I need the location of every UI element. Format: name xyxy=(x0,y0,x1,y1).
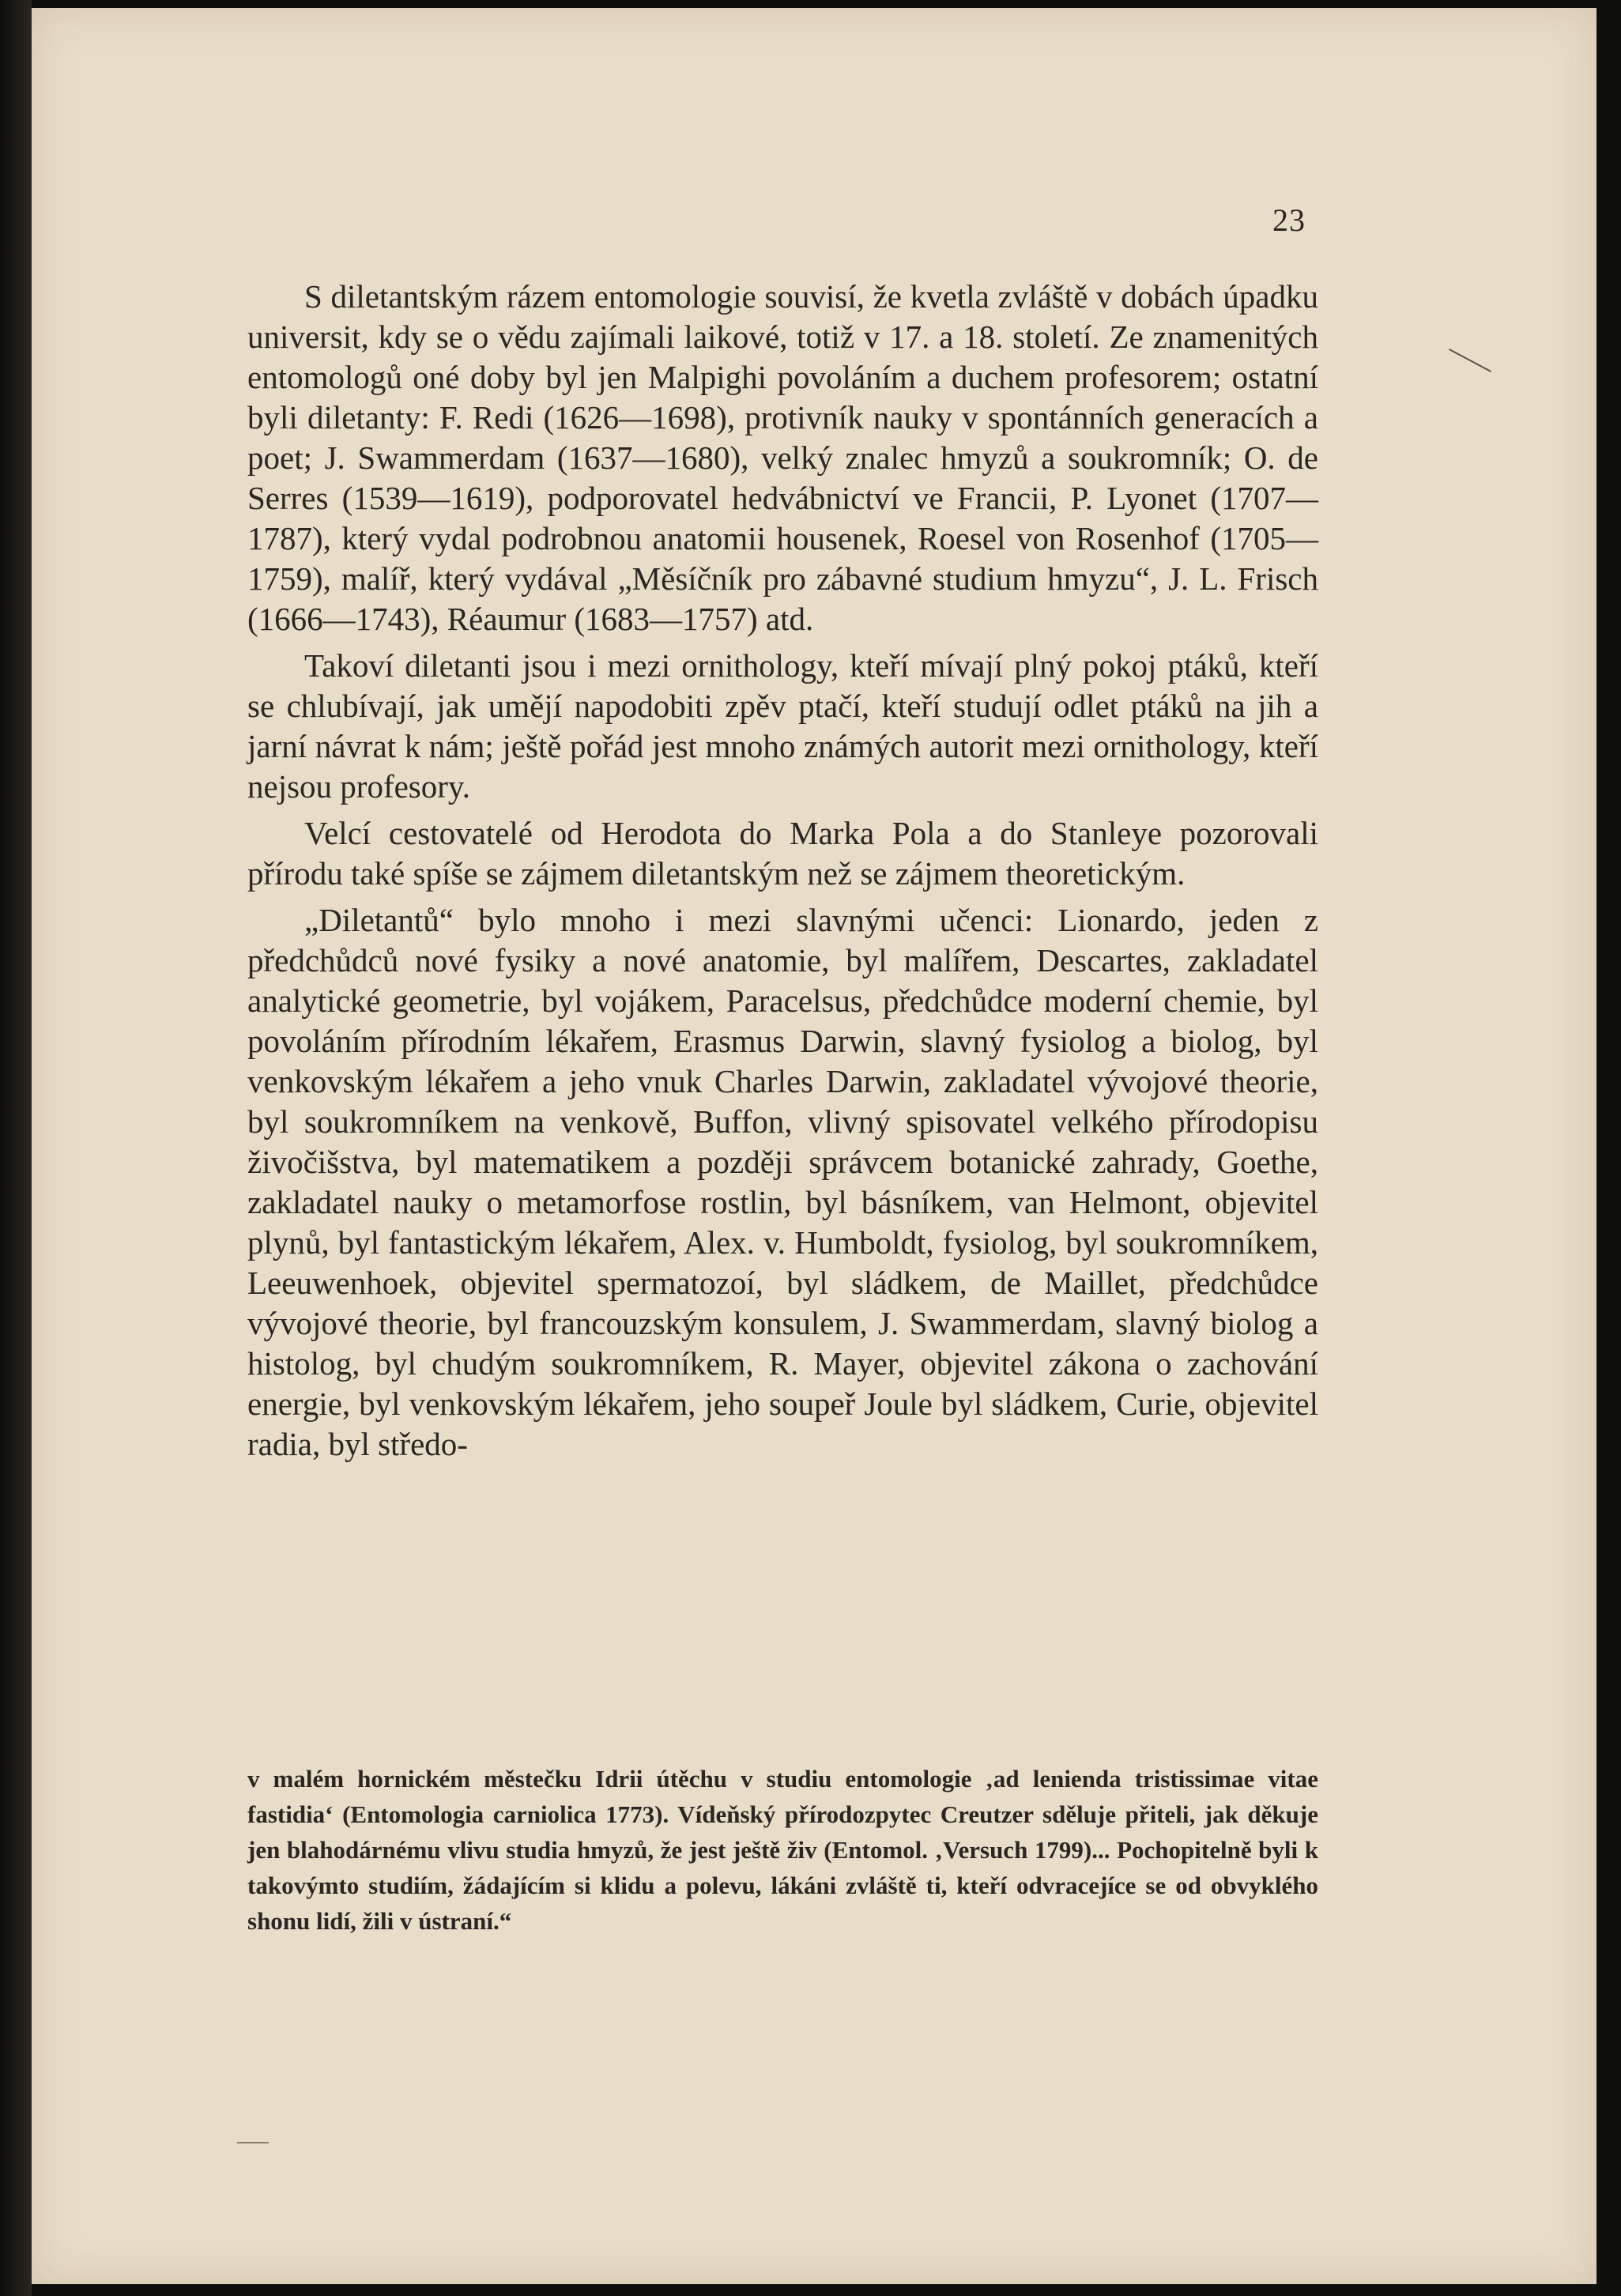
footnote-text: v malém hornickém městečku Idrii útěchu v studiu entomologie ‚ad leniendа tristissimae vitae fastidia‘ (Entomologia carniolica 1773). Vídeňský přírodozpytec Creutzer sděluje přiteli, jak děkuje jen blahodárnému vlivu studia hmyzů, že jest ještě živ (Entomol. ‚Versuch 1799)... Pochopitelně byli k takovýmto studiím, žádajícím si klidu a polevu, lákáni zvláště ti, kteří odvracejíce se od obvyklého shonu lidí, žili v ústraní.“ xyxy=(247,1765,1318,1935)
paragraph-2: Takoví diletanti jsou i mezi ornithology, kteří mívají plný pokoj ptáků, kteří se chlubívají, jak umějí napodobiti zpěv ptačí, kteří studují odlet ptáků na jih a jarní návrat k nám; ještě pořád jest mnoho známých autorit mezi ornithology, kteří nejsou profesory. xyxy=(247,647,1318,805)
paragraph-4: „Diletantů“ bylo mnoho i mezi slavnými učenci: Lionardo, jeden z předchůdců nové fysiky a nové anatomie, byl malířem, Descartes, zakladatel analytické geometrie, byl vojákem, Paracelsus, předchůdce moderní chemie, byl povoláním přírodním lékařem, Erasmus Darwin, slavný fysiolog a biolog, byl venkovským lékařem a jeho vnuk Charles Darwin, zakladatel vývojové theorie, byl soukromníkem na venkově, Buffon, vlivný spisovatel velkého přírodopisu živočišstva, byl matematikem a později správcem botanické zahrady, Goethe, zakladatel nauky o metamorfose rostlin, byl básníkem, van Helmont, objevitel plynů, byl fantastickým lékařem, Alex. v. Humboldt, fysiolog, byl soukromníkem, Leeuwenhoek, objevitel spermatozoí, byl sládkem, de Maillet, předchůdce vývojové theorie, byl francouzským konsulem, J. Swammerdam, slavný biolog a histolog, byl chudým soukromníkem, R. Mayer, objevitel zákona o zachování energie, byl venkovským lékařem, jeho soupeř Joule byl sládkem, Curie, objevitel radia, byl středo- xyxy=(247,902,1318,1462)
book-spine-shadow xyxy=(0,0,32,2296)
margin-dash-mark xyxy=(237,2142,269,2143)
book-page xyxy=(32,8,1596,2284)
paragraph-3: Velcí cestovatelé od Herodota do Marka Pola a do Stanleye pozorovali přírodu také spíše se zájmem diletantským než se zájmem theoretickým. xyxy=(247,815,1318,892)
main-text-body xyxy=(247,277,1318,1471)
page-number: 23 xyxy=(1272,202,1306,238)
paragraph-1: S diletantským rázem entomologie souvisí, že kvetla zvláště v dobách úpadku universit, kdy se o vědu zajímali laikové, totiž v 17. a 18. století. Ze znamenitých entomologů oné doby byl jen Malpighi povoláním a duchem profesorem; ostatní byli diletanty: F. Redi (1626—1698), protivník nauky v spontánních generacích a poet; J. Swammerdam (1637—1680), velký znalec hmyzů a soukromník; O. de Serres (1539—1619), podporovatel hedvábnictví ve Francii, P. Lyonet (1707—1787), který vydal podrobnou anatomii housenek, Roesel von Rosenhof (1705—1759), malíř, který vydával „Měsíčník pro zábavné studium hmyzu“, J. L. Frisch (1666—1743), Réaumur (1683—1757) atd. xyxy=(247,278,1318,637)
footnote xyxy=(247,1761,1318,1939)
